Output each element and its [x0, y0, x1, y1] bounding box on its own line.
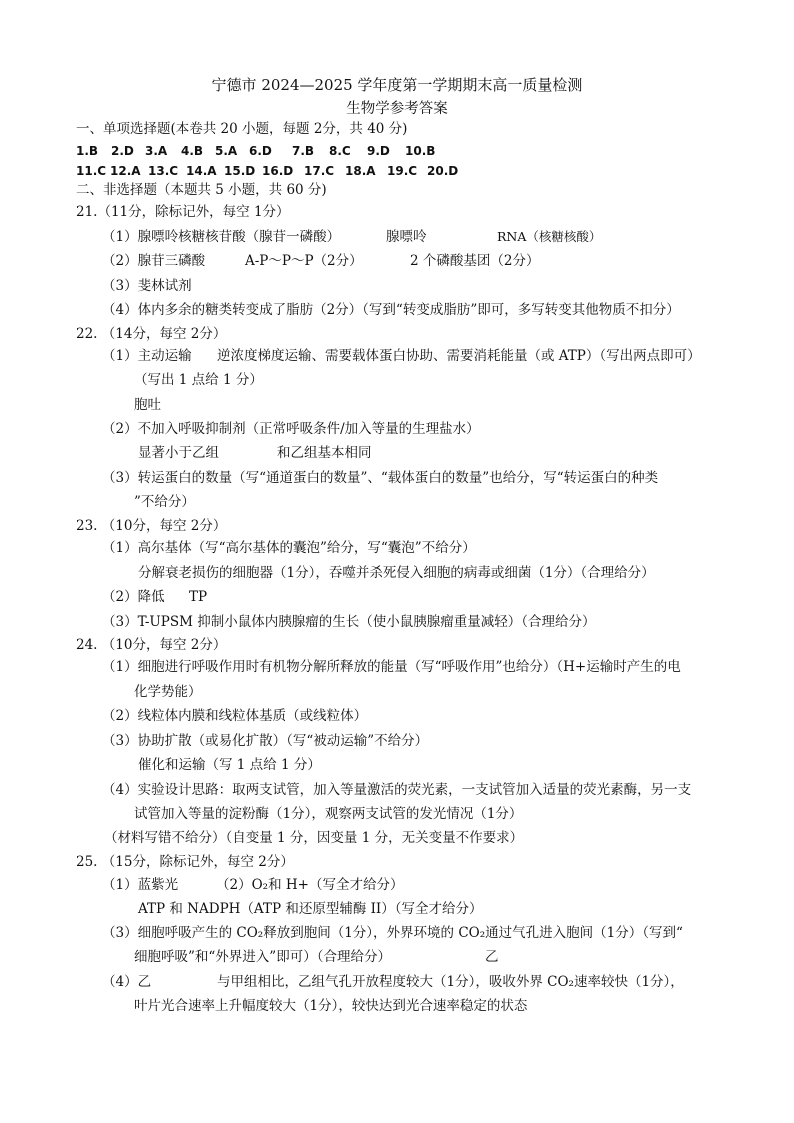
q22-answer-1d: 胞吐 [134, 397, 161, 413]
choice-answer: 6.D [249, 144, 272, 158]
q23-answer-2b: TP [189, 589, 208, 605]
q24-answer-2: （2）线粒体内膜和线粒体基质（或线粒体） [102, 708, 368, 724]
q25-answer-1: （1）蓝紫光 [102, 877, 179, 893]
q25-answer-2: （2）O₂和 H+（写全才给分） [216, 877, 404, 893]
q24-answer-1: （1）细胞进行呼吸作用时有机物分解所释放的能量（写“呼吸作用”也给分）（H+运输时产生的电 [102, 659, 681, 675]
q24-answer-3: （3）协助扩散（或易化扩散）（写“被动运输”不给分） [102, 733, 429, 749]
q25-heading: 25. （15分，除标记外，每空 2分） [76, 854, 294, 870]
q22-heading: 22. （14分，每空 2分） [76, 326, 227, 342]
q22-answer-2c: 和乙组基本相同 [277, 445, 372, 461]
q21-answer-2c: 2 个磷酸基团（2分） [410, 253, 540, 269]
choice-answer: 4.B [181, 144, 204, 158]
q24-answer-4b: 试管加入等量的淀粉酶（1分），观察两支试管的发光情况（1分） [134, 806, 523, 822]
choice-answer: 14.A [186, 164, 217, 178]
q21-answer-1c: RNA（核糖核酸） [497, 229, 602, 244]
section1-heading: 一、单项选择题(本卷共 20 小题，每题 2分，共 40 分) [76, 121, 408, 137]
q25-answer-3: （3）细胞呼吸产生的 CO₂释放到胞间（1分），外界环境的 CO₂通过气孔进入胞间（1分）（写到“ [102, 925, 683, 941]
q24-answer-1b: 化学势能） [134, 684, 202, 700]
q25-answer-4b: 与甲组相比，乙组气孔开放程度较大（1分），吸收外界 CO₂速率较快（1分）， [217, 974, 684, 990]
choice-answer: 13.C [148, 164, 179, 178]
q21-answer-2: （2）腺苷三磷酸 [102, 253, 206, 269]
choice-answer: 1.B [76, 144, 99, 158]
q23-answer-1: （1）高尔基体（写“高尔基体的囊泡”给分，写“囊泡”不给分） [102, 540, 476, 556]
q22-answer-2b: 显著小于乙组 [138, 445, 219, 461]
q25-answer-2b: ATP 和 NADPH（ATP 和还原型辅酶 II）（写全才给分） [138, 901, 483, 917]
choice-row-1 [76, 142, 435, 160]
page-subtitle: 生物学参考答案 [346, 101, 448, 117]
q21-heading: 21.（11分，除标记外，每空 1分） [76, 204, 290, 220]
q25-answer-3b: 细胞呼吸”和“外界进入”即可）（合理给分） [134, 949, 391, 965]
choice-answer: 16.D [262, 164, 294, 178]
choice-answer: 12.A [110, 164, 141, 178]
choice-answer: 7.B [292, 144, 315, 158]
q22-answer-1: （1）主动运输 [102, 348, 192, 364]
choice-answer: 11.C [76, 164, 107, 178]
q22-answer-1b: 逆浓度梯度运输、需要载体蛋白协助、需要消耗能量（或 ATP）（写出两点即可） [217, 348, 701, 364]
choice-answer: 15.D [224, 164, 256, 178]
choice-answer: 19.C [387, 164, 418, 178]
q23-answer-1b: 分解衰老损伤的细胞器（1分），吞噬并杀死侵入细胞的病毒或细菌（1分）（合理给分） [138, 565, 655, 581]
choice-row-2 [76, 162, 458, 180]
q24-answer-3b: 催化和运输（写 1 点给 1 分） [138, 757, 321, 773]
choice-answer: 2.D [111, 144, 134, 158]
q21-answer-4: （4）体内多余的糖类转变成了脂肪（2分）（写到“转变成脂肪”即可，多写转变其他物质不扣分） [102, 302, 680, 318]
q23-answer-2: （2）降低 [102, 589, 165, 605]
choice-answer: 17.C [304, 164, 335, 178]
q23-answer-3: （3）T-UPSM 抑制小鼠体内胰腺瘤的生长（使小鼠胰腺瘤重量减轻）（合理给分） [102, 614, 596, 630]
q24-heading: 24. （10分，每空 2分） [76, 637, 227, 653]
q22-answer-3: （3）转运蛋白的数量（写“通道蛋白的数量”、“载体蛋白的数量”也给分，写“转运蛋白的种类 [102, 470, 659, 486]
choice-answer: 9.D [367, 144, 390, 158]
choice-answer: 10.B [405, 144, 436, 158]
q21-answer-3: （3）斐林试剂 [102, 278, 192, 294]
q21-answer-2b: A-P～P～P（2分） [245, 253, 363, 269]
q24-answer-4c: （材料写错不给分）（自变量 1 分，因变量 1 分，无关变量不作要求） [104, 830, 524, 846]
q22-answer-3b: ”不给分） [134, 494, 195, 510]
choice-answer: 18.A [345, 164, 376, 178]
q24-answer-4: （4）实验设计思路：取两支试管，加入等量激活的荧光素，一支试管加入适量的荧光素酶，另一支 [102, 782, 692, 798]
q22-answer-1c: （写出 1 点给 1 分） [134, 372, 263, 388]
section2-heading: 二、非选择题（本题共 5 小题，共 60 分) [76, 182, 327, 198]
q21-answer-1: （1）腺嘌呤核糖核苷酸（腺苷一磷酸） [102, 229, 341, 245]
choice-answer: 20.D [427, 164, 459, 178]
choice-answer: 3.A [145, 144, 168, 158]
q22-answer-2: （2）不加入呼吸抑制剂（正常呼吸条件/加入等量的生理盐水） [102, 421, 480, 437]
q25-answer-4c: 叶片光合速率上升幅度较大（1分），较快达到光合速率稳定的状态 [134, 998, 528, 1014]
page-title: 宁德市 2024—2025 学年度第一学期期末高一质量检测 [211, 76, 583, 94]
choice-answer: 5.A [215, 144, 238, 158]
q23-heading: 23. （10分，每空 2分） [76, 518, 227, 534]
q21-answer-1b: 腺嘌呤 [386, 229, 427, 245]
q25-answer-4: （4）乙 [102, 974, 152, 990]
choice-answer: 8.C [329, 144, 351, 158]
q25-answer-3c: 乙 [485, 949, 499, 965]
